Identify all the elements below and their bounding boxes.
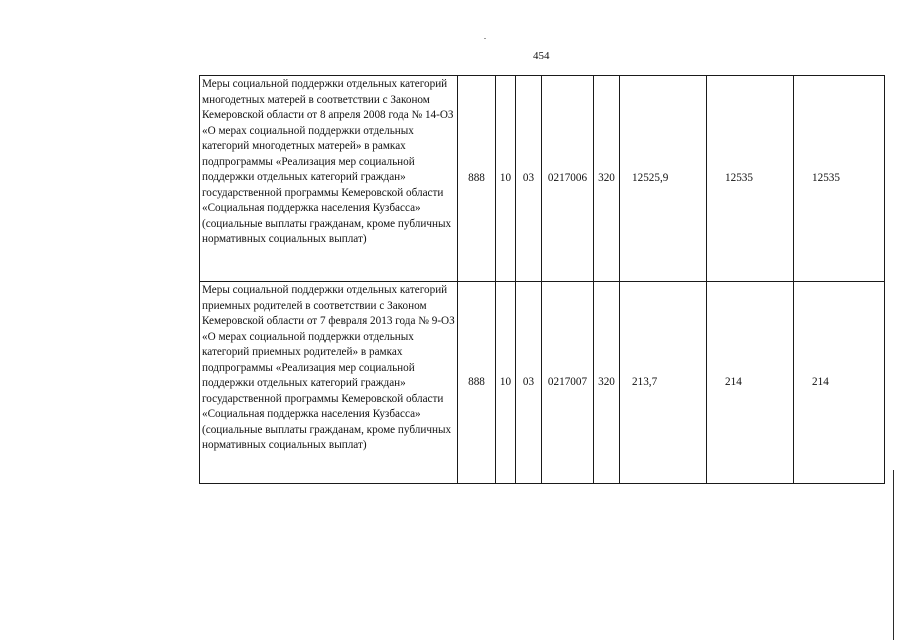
target-article-code: 0217007 <box>542 282 594 484</box>
scan-artifact-dot <box>484 38 486 39</box>
amount-year-1: 213,7 <box>620 282 707 484</box>
amount-year-3: 12535 <box>794 76 885 282</box>
amount-year-3: 214 <box>794 282 885 484</box>
page-number: 454 <box>533 50 550 62</box>
section-code: 10 <box>496 282 516 484</box>
ministry-code: 888 <box>458 76 496 282</box>
row-description: Меры социальной поддержки отдельных категорий приемных родителей в соответствии с Законом Кемеровской области от 7 февраля 2013 года № 9-ОЗ «О мерах социальной поддержки отдельных категорий приемных родителей» в рамках подпрограммы «Реализация мер социальной поддержки отдельных категорий граждан» государственной программы Кемеровской области «Социальная поддержка населения Кузбасса» (социальные выплаты гражданам, кроме публичных нормативных социальных выплат) <box>200 282 458 484</box>
amount-year-1: 12525,9 <box>620 76 707 282</box>
subsection-code: 03 <box>516 76 542 282</box>
table-row <box>200 76 885 282</box>
expense-type-code: 320 <box>594 76 620 282</box>
amount-year-2: 214 <box>707 282 794 484</box>
budget-table <box>199 75 885 484</box>
section-code: 10 <box>496 76 516 282</box>
scan-edge-line <box>893 470 894 640</box>
subsection-code: 03 <box>516 282 542 484</box>
amount-year-2: 12535 <box>707 76 794 282</box>
target-article-code: 0217006 <box>542 76 594 282</box>
table-row <box>200 282 885 484</box>
ministry-code: 888 <box>458 282 496 484</box>
row-description: Меры социальной поддержки отдельных категорий многодетных матерей в соответствии с Законом Кемеровской области от 8 апреля 2008 года № 14-ОЗ «О мерах социальной поддержки отдельных категорий многодетных матерей» в рамках подпрограммы «Реализация мер социальной поддержки отдельных категорий граждан» государственной программы Кемеровской области «Социальная поддержка населения Кузбасса» (социальные выплаты гражданам, кроме публичных нормативных социальных выплат) <box>200 76 458 282</box>
expense-type-code: 320 <box>594 282 620 484</box>
